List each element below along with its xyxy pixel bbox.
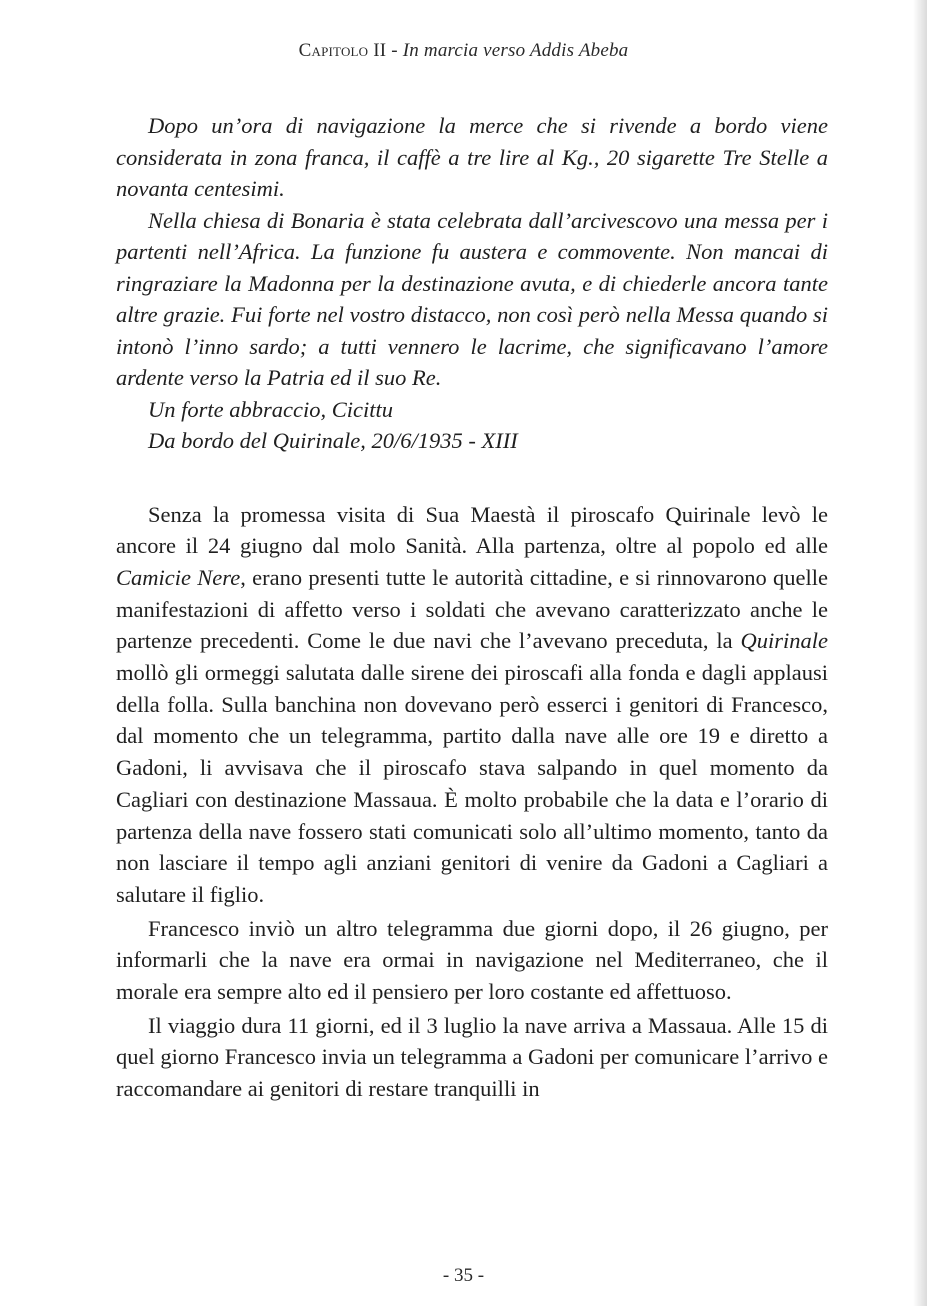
italic-ship-name: Quirinale — [740, 628, 828, 654]
letter-closing: Un forte abbraccio, Cicittu — [148, 396, 393, 422]
chapter-label: Capitolo II — [298, 40, 387, 61]
page-edge-shadow — [913, 0, 927, 1306]
narrative-paragraph: Francesco inviò un altro telegramma due giorni dopo, il 26 giugno, per informarli che la nave era ormai in navigazione nel Mediterraneo, che il morale era sempre alto ed il pensiero per loro costante ed affettuoso. — [116, 915, 828, 1005]
header-separator: - — [386, 40, 403, 61]
narrative-paragraph — [116, 499, 828, 911]
text-run: , erano presenti tutte le autorità cittadine, e si rinnovarono quelle manifestazioni di affetto verso i soldati che avevano caratterizzato anche le partenze precedenti. Come le due navi che l’avevano preceduta, la — [116, 564, 828, 654]
text-run: Senza la promessa visita di Sua Maestà il piroscafo Quirinale levò le ancore il 24 giugno dal molo Sanità. Alla partenza, oltre al popolo ed alle — [116, 501, 828, 559]
letter-paragraph: Dopo un’ora di navigazione la merce che si rivende a bordo viene considerata in zona franca, il caffè a tre lire al Kg., 20 sigarette Tre Stelle a novanta centesimi. — [116, 113, 828, 201]
page-content — [116, 110, 828, 1107]
narrative-paragraph: Il viaggio dura 11 giorni, ed il 3 luglio la nave arriva a Massaua. Alle 15 di quel giorno Francesco invia un telegramma a Gadoni per comunicare l’arrivo e raccomandare ai genitori di restare tranquilli in — [116, 1012, 828, 1102]
letter-quote — [116, 110, 828, 457]
italic-term: Camicie Nere — [116, 564, 241, 590]
narrative-text — [116, 499, 828, 1105]
letter-place-date: Da bordo del Quirinale, 20/6/1935 - XIII — [148, 428, 518, 453]
running-header — [0, 40, 927, 62]
text-run: mollò gli ormeggi salutata dalle sirene dei piroscafi alla fonda e dagli applausi della folla. Sulla banchina non dovevano però esserci i genitori di Francesco, dal momento che un telegramma, partito dalla nave alle ore 19 e diretto a Gadoni, li avvisava che il piroscafo stava salpando in quel momento da Cagliari con destinazione Massaua. È molto probabile che la data e l’orario di partenza della nave fossero stati comunicati solo all’ultimo momento, tanto da non lasciare il tempo agli anziani genitori di venire da Gadoni a Cagliari a salutare il figlio. — [116, 660, 828, 907]
letter-paragraph: Nella chiesa di Bonaria è stata celebrata dall’arcivescovo una messa per i partenti nell’Africa. La funzione fu austera e commovente. Non mancai di ringraziare la Madonna per la destinazione avuta, e di chiederle ancora tante altre grazie. Fui forte nel vostro distacco, non così però nella Messa quando si intonò l’inno sardo; a tutti vennero le lacrime, che significavano l’amore ardente verso la Patria ed il suo Re. — [116, 207, 828, 390]
chapter-title: In marcia verso Addis Abeba — [402, 40, 629, 61]
page-number: - 35 - — [442, 1265, 485, 1286]
